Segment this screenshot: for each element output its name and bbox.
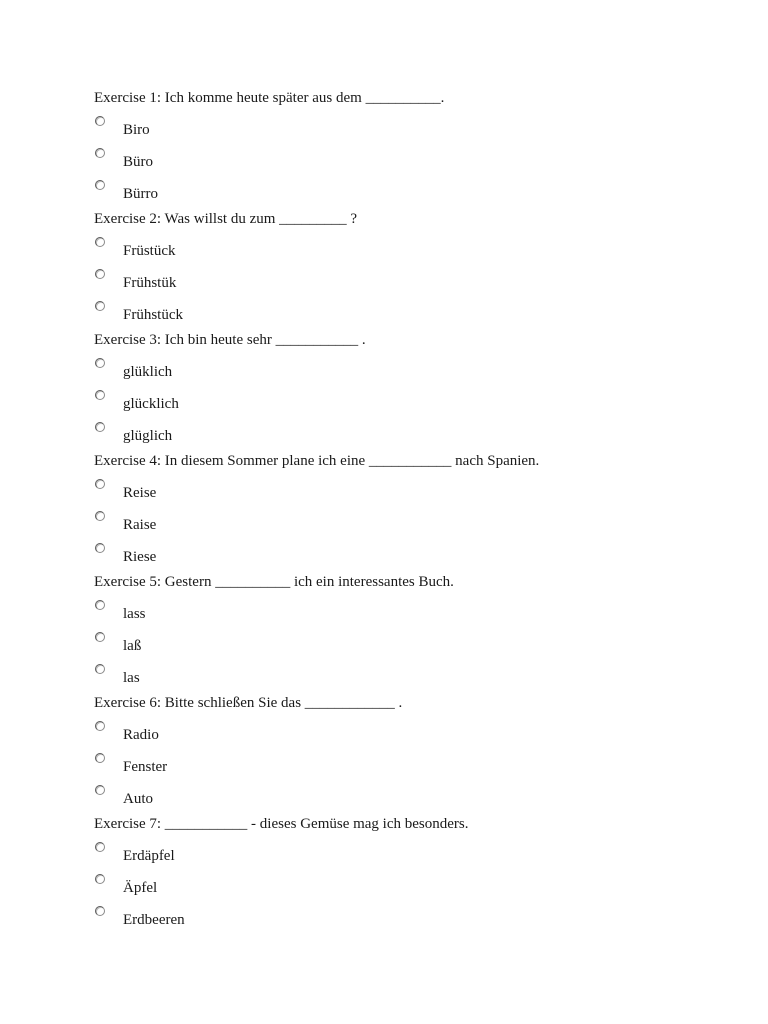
option-label: Fenster: [123, 759, 168, 775]
option-item[interactable]: [94, 897, 734, 929]
option-item[interactable]: [94, 107, 734, 139]
option-label: Reise: [123, 485, 157, 501]
option-label: Büro: [123, 154, 153, 170]
radio-button-icon[interactable]: [95, 237, 105, 247]
radio-button-icon[interactable]: [95, 422, 105, 432]
radio-button-icon[interactable]: [95, 301, 105, 311]
option-label: Äpfel: [123, 880, 158, 896]
option-label: Biro: [123, 122, 150, 138]
exercise-question: Exercise 1: Ich komme heute später aus dem __________.: [94, 90, 445, 106]
option-label: glüklich: [123, 364, 173, 380]
option-item[interactable]: [94, 502, 734, 534]
radio-button-icon[interactable]: [95, 358, 105, 368]
option-item[interactable]: [94, 712, 734, 744]
exercise-5: [94, 573, 734, 687]
option-label: Auto: [123, 791, 153, 807]
option-label: lass: [123, 606, 146, 622]
exercise-2: [94, 210, 734, 324]
option-item[interactable]: [94, 623, 734, 655]
exercise-7: [94, 815, 734, 929]
option-item[interactable]: [94, 228, 734, 260]
option-label: Frühstük: [123, 275, 177, 291]
radio-button-icon[interactable]: [95, 180, 105, 190]
option-item[interactable]: [94, 534, 734, 566]
option-item[interactable]: [94, 776, 734, 808]
option-item[interactable]: [94, 139, 734, 171]
radio-button-icon[interactable]: [95, 511, 105, 521]
radio-button-icon[interactable]: [95, 390, 105, 400]
radio-button-icon[interactable]: [95, 148, 105, 158]
exercise-3: [94, 331, 734, 445]
radio-button-icon[interactable]: [95, 842, 105, 852]
radio-button-icon[interactable]: [95, 479, 105, 489]
option-item[interactable]: [94, 381, 734, 413]
option-label: Frühstück: [123, 307, 183, 323]
option-label: Früstück: [123, 243, 176, 259]
radio-button-icon[interactable]: [95, 785, 105, 795]
option-label: Raise: [123, 517, 157, 533]
radio-button-icon[interactable]: [95, 721, 105, 731]
option-item[interactable]: [94, 260, 734, 292]
radio-button-icon[interactable]: [95, 543, 105, 553]
option-label: laß: [123, 638, 142, 654]
exercise-question: Exercise 6: Bitte schließen Sie das ____________ .: [94, 695, 403, 711]
option-label: Riese: [123, 549, 157, 565]
option-item[interactable]: [94, 865, 734, 897]
option-item[interactable]: [94, 655, 734, 687]
radio-button-icon[interactable]: [95, 116, 105, 126]
option-item[interactable]: [94, 470, 734, 502]
option-label: Radio: [123, 727, 159, 743]
radio-button-icon[interactable]: [95, 600, 105, 610]
exercise-1: [94, 89, 734, 203]
option-label: las: [123, 670, 140, 686]
exercise-question: Exercise 4: In diesem Sommer plane ich eine ___________ nach Spanien.: [94, 453, 540, 469]
option-label: glücklich: [123, 396, 179, 412]
option-label: Bürro: [123, 186, 158, 202]
option-item[interactable]: [94, 171, 734, 203]
option-label: Erdäpfel: [123, 848, 175, 864]
option-item[interactable]: [94, 413, 734, 445]
option-item[interactable]: [94, 833, 734, 865]
option-label: Erdbeeren: [123, 912, 185, 928]
option-item[interactable]: [94, 349, 734, 381]
exercise-question: Exercise 5: Gestern __________ ich ein interessantes Buch.: [94, 574, 454, 590]
exercise-4: [94, 452, 734, 566]
radio-button-icon[interactable]: [95, 632, 105, 642]
option-item[interactable]: [94, 744, 734, 776]
radio-button-icon[interactable]: [95, 753, 105, 763]
radio-button-icon[interactable]: [95, 664, 105, 674]
option-item[interactable]: [94, 591, 734, 623]
exercise-question: Exercise 3: Ich bin heute sehr ___________ .: [94, 332, 366, 348]
radio-button-icon[interactable]: [95, 874, 105, 884]
exercise-6: [94, 694, 734, 808]
radio-button-icon[interactable]: [95, 906, 105, 916]
option-label: glüglich: [123, 428, 173, 444]
exercise-question: Exercise 7: ___________ - dieses Gemüse mag ich besonders.: [94, 816, 469, 832]
option-item[interactable]: [94, 292, 734, 324]
radio-button-icon[interactable]: [95, 269, 105, 279]
exercise-question: Exercise 2: Was willst du zum _________ ?: [94, 211, 358, 227]
